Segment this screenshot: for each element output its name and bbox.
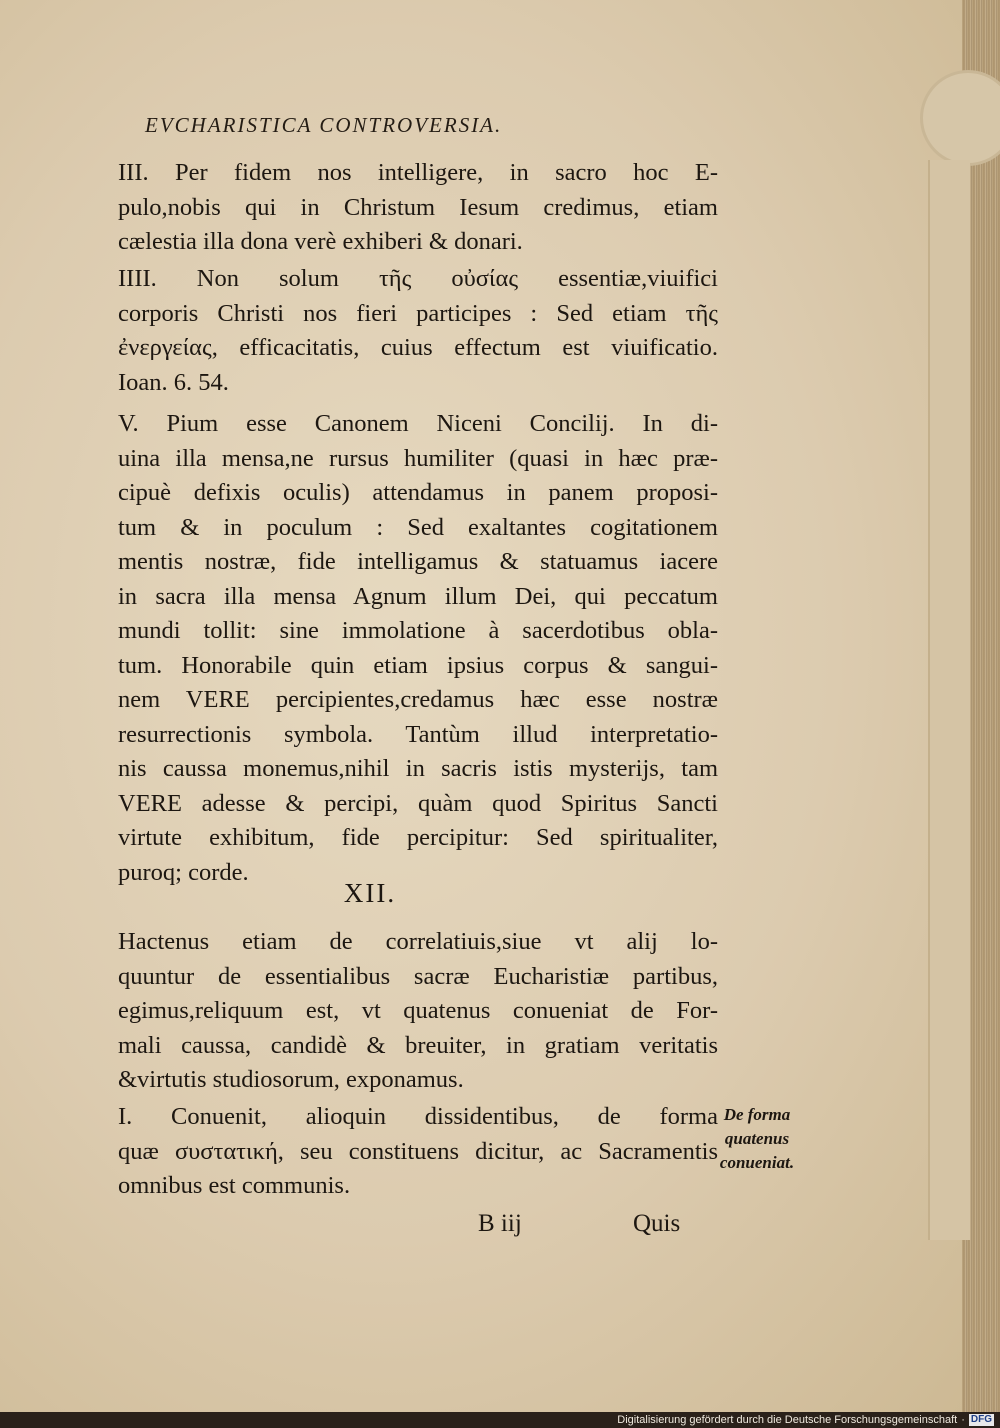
- margin-note-line: De forma: [723, 1105, 791, 1124]
- text-line: omnibus est communis.: [118, 1172, 351, 1199]
- footer: [617, 1414, 994, 1426]
- text-line: mentis nostræ, fide intelligamus & statuamus iacere: [118, 548, 718, 575]
- text-line: resurrectionis symbola. Tantùm illud interpretatio-: [118, 720, 718, 748]
- text-line: cipuè defixis oculis) attendamus in panem proposi-: [118, 479, 718, 506]
- paragraph-v: [118, 407, 718, 890]
- paragraph-iiii: [118, 262, 718, 400]
- text-line: &virtutis studiosorum, exponamus.: [118, 1066, 464, 1093]
- text-line: corporis Christi nos fieri participes : Sed etiam τῆς: [118, 299, 718, 327]
- footer-text: Digitalisierung gefördert durch die Deutsche Forschungsgemeinschaft: [617, 1414, 958, 1426]
- text-line: uina illa mensa,ne rursus humiliter (quasi in hæc præ-: [118, 444, 718, 472]
- text-line: I. Conuenit, alioquin dissidentibus, de forma: [118, 1103, 718, 1130]
- text-line: tum & in poculum : Sed exaltantes cogitationem: [118, 513, 718, 541]
- text-line: VERE adesse & percipi, quàm quod Spiritus Sancti: [118, 789, 718, 817]
- text-line: mundi tollit: sine immolatione à sacerdotibus obla-: [118, 617, 718, 644]
- margin-note: [702, 1103, 812, 1175]
- text-line: IIII. Non solum τῆς οὐσίας essentiæ,viuifici: [118, 265, 718, 292]
- dfg-logo: DFG: [970, 1414, 992, 1425]
- paragraph-i: [118, 1100, 718, 1204]
- text-line: egimus,reliquum est, vt quatenus conueniat de For-: [118, 997, 718, 1024]
- paragraph-hactenus: [118, 925, 718, 1098]
- catchword: Quis: [633, 1210, 681, 1237]
- text-line: in sacra illa mensa Agnum illum Dei, qui peccatum: [118, 582, 718, 610]
- page-fold-strip: [928, 160, 970, 1240]
- text-line: quæ συστατική, seu constituens dicitur, ac Sacramentis: [118, 1137, 718, 1165]
- text-line: puroq; corde.: [118, 858, 249, 886]
- running-head: EVCHARISTICA CONTROVERSIA.: [145, 113, 503, 137]
- text-line: nis caussa monemus,nihil in sacris istis mysterijs, tam: [118, 755, 718, 782]
- text-line: cælestia illa dona verè exhiberi & donari.: [118, 228, 523, 255]
- text-line: virtute exhibitum, fide percipitur: Sed spiritualiter,: [118, 824, 718, 851]
- signature-mark: B iij: [478, 1210, 522, 1237]
- text-line: Ioan. 6. 54.: [118, 368, 229, 396]
- text-line: tum. Honorabile quin etiam ipsius corpus & sangui-: [118, 651, 718, 679]
- margin-note-line: quatenus: [724, 1129, 790, 1148]
- text-line: quuntur de essentialibus sacræ Eucharistiæ partibus,: [118, 962, 718, 990]
- text-line: mali caussa, candidè & breuiter, in gratiam veritatis: [118, 1031, 718, 1059]
- text-line: V. Pium esse Canonem Niceni Concilij. In di-: [118, 410, 718, 437]
- footer-separator: ·: [961, 1414, 965, 1426]
- text-line: pulo,nobis qui in Christum Iesum credimus, etiam: [118, 193, 718, 221]
- margin-note-line: conueniat.: [719, 1153, 795, 1172]
- text-line: nem VERE percipientes,credamus hæc esse nostræ: [118, 686, 718, 713]
- paragraph-iii: [118, 156, 718, 260]
- text-line: Hactenus etiam de correlatiuis,siue vt alij lo-: [118, 928, 718, 955]
- section-heading: XII.: [343, 878, 397, 908]
- text-line: III. Per fidem nos intelligere, in sacro hoc E-: [118, 159, 718, 186]
- text-line: ἐνεργείας, efficacitatis, cuius effectum est viuificatio.: [118, 334, 718, 361]
